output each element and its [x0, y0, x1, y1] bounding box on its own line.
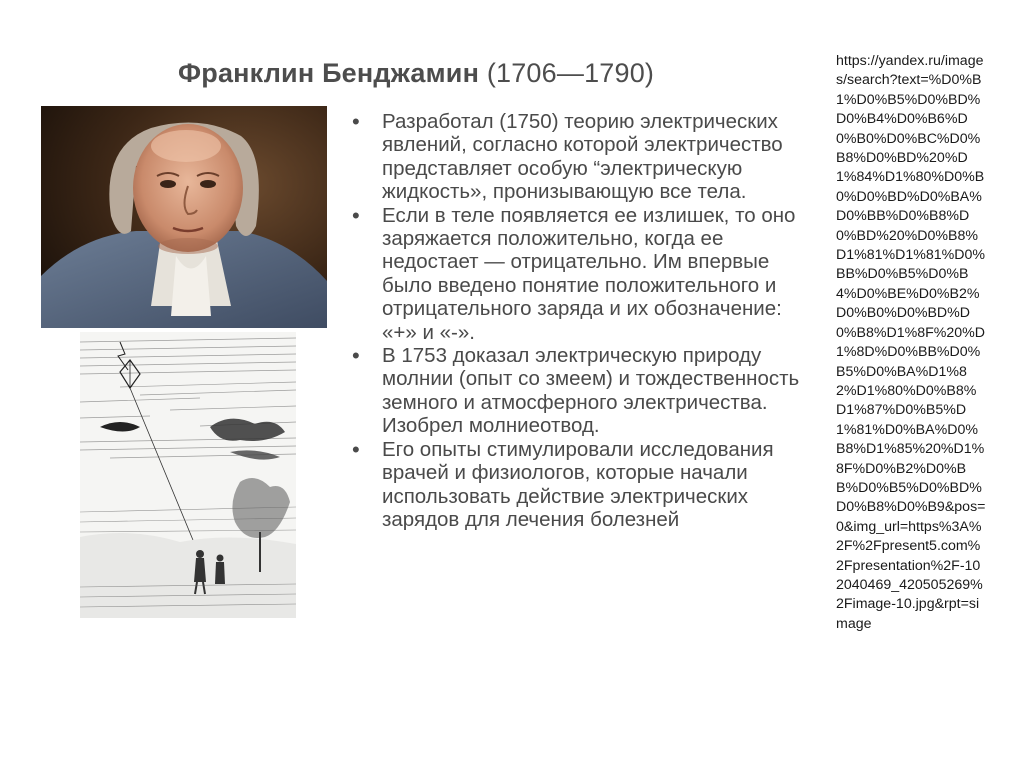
bullet-item [350, 438, 800, 532]
bullet-list [350, 110, 800, 531]
bullet-item [350, 344, 800, 438]
bullet-glyph: • [352, 109, 360, 134]
title-years: (1706—1790) [486, 58, 655, 88]
bullet-glyph: • [352, 343, 360, 369]
bullet-text: Разработал (1750) теорию электрических явлений, согласно которой электричество представляет особую “электрическую жидкость», пронизывающую все тела. [382, 110, 783, 204]
slide-title [178, 58, 654, 89]
bullet-text: В 1753 доказал электрическую природу молнии (опыт со змеем) и тождественность земного и атмосферного электричества. Изобрел молниеотвод. [382, 344, 800, 438]
bullet-item [350, 110, 800, 204]
bullet-glyph: • [352, 436, 360, 462]
bullet-item [350, 204, 800, 344]
bullet-text: Если в теле появляется ее излишек, то оно заряжается положительно, когда ее недостает — отрицательно. Им впервые было введено понятие положительного и отрицательного заряда и их обозначение: «+» и «-». [382, 203, 796, 344]
source-url: https://yandex.ru/images/search?text=%D0%B1%D0%B5%D0%BD%D0%B4%D0%B6%D0%B0%D0%BC%D0%B8%D0%BD%20%D1%84%D1%80%D0%B0%D0%BD%D0%BA%D0%BB%D0%B8%D0%BD%20%D0%B8%D1%81%D1%81%D0%BB%D0%B5%D0%B4%D0%BE%D0%B2%D0%B0%D0%BD%D0%B8%D1%8F%20%D1%8D%D0%BB%D0%B5%D0%BA%D1%82%D1%80%D0%B8%D1%87%D0%B5%D1%81%D0%BA%D0%B8%D1%85%20%D1%8F%D0%B2%D0%BB%D0%B5%D0%BD%D0%B8%D0%B9&pos=0&img_url=https%3A%2F%2Fpresent5.com%2Fpresentation%2F-102040469_420505269%2Fimage-10.jpg&rpt=simage [836, 53, 986, 632]
title-name: Франклин Бенджамин [178, 58, 480, 88]
bullet-glyph: • [352, 202, 360, 228]
bullet-text: Его опыты стимулировали исследования врачей и физиологов, которые начали использовать действие электрических зарядов для лечения болезней [382, 437, 774, 531]
kite-experiment-engraving [80, 332, 296, 618]
portrait-image [41, 106, 327, 328]
